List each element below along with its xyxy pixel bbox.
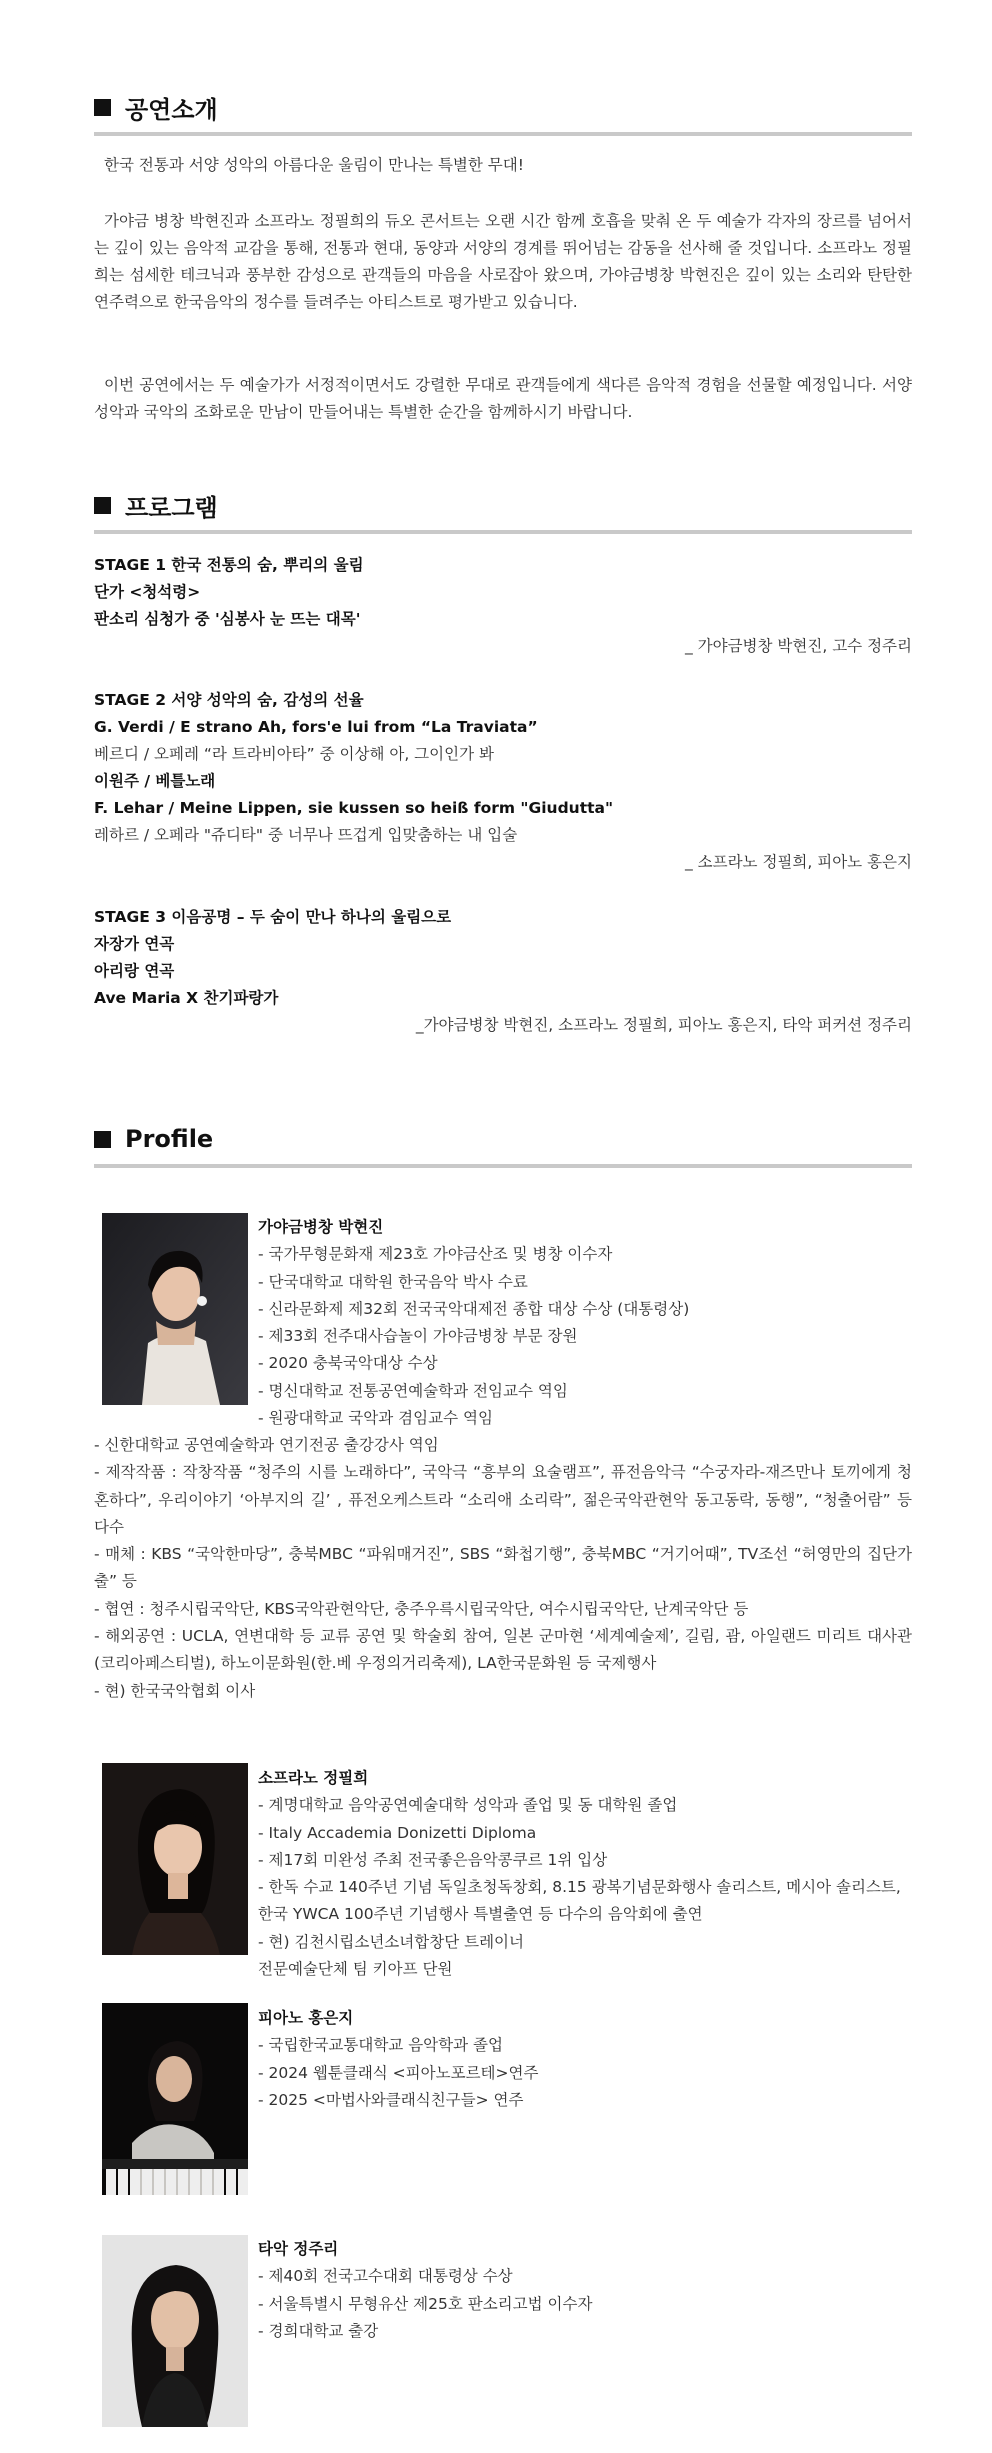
stage-3-item: 아리랑 연곡	[94, 962, 175, 980]
stage-2-line: 이원주 / 베틀노래	[94, 772, 216, 790]
profile-line: - 매체 : KBS “국악한마당”, 충북MBC “파워매거진”, SBS “화첩기행”, 충북MBC “거기어때”, TV조선 “허영만의 집단가출” 등	[94, 1545, 912, 1591]
profile-line: - 신한대학교 공연예술학과 연기전공 출강강사 역임	[94, 1436, 439, 1454]
profile-name: 가야금병창 박현진	[258, 1218, 384, 1236]
profile-line: - 현) 한국국악협회 이사	[94, 1681, 256, 1700]
stage-3-item: 자장가 연곡	[94, 935, 175, 953]
stage-2-line: G. Verdi / E strano Ah, fors'e lui from “La Traviata”	[94, 718, 538, 736]
stage-3-block	[94, 904, 912, 1039]
profile-1-side	[258, 1214, 912, 1432]
profile-line: - 한독 수교 140주년 기념 독일초청독창회, 8.15 광복기념문화행사 솔리스트, 메시아 솔리스트, 한국 YWCA 100주년 기념행사 특별출연 등 다수의 음악회에 출연	[258, 1878, 901, 1924]
stage-2-block	[94, 687, 912, 876]
stage-3-item: Ave Maria X 찬기파랑가	[94, 989, 279, 1007]
divider	[94, 1164, 912, 1168]
portrait-photo-jung-pilhee	[102, 1763, 248, 1955]
intro-section-header	[94, 90, 912, 136]
profile-line: - 2024 웹툰클래식 <피아노포르테>연주	[258, 2063, 539, 2082]
profile-line: - 경희대학교 출강	[258, 2321, 379, 2340]
profile-name: 피아노 홍은지	[258, 2009, 354, 2027]
intro-paragraph-1: 한국 전통과 서양 성악의 아름다운 울림이 만나는 특별한 무대!	[104, 156, 524, 174]
profile-name: 소프라노 정필희	[258, 1769, 369, 1787]
profile-line: - 제17회 미완성 주최 전국좋은음악콩쿠르 1위 입상	[258, 1850, 608, 1869]
profile-line: - 제33회 전주대사습놀이 가야금병창 부문 장원	[258, 1327, 578, 1346]
profile-line: - 해외공연 : UCLA, 연변대학 등 교류 공연 및 학술회 참여, 일본 군마현 ‘세계예술제’, 길림, 괌, 아일랜드 미리트 대사관(코리아페스티벌), 하노이문화원(한.베 우정의거리축제), LA한국문화원 등 국제행사	[94, 1627, 912, 1673]
program-section-header	[94, 488, 912, 534]
profile-line: - 단국대학교 대학원 한국음악 박사 수료	[258, 1272, 528, 1291]
profile-line: - 명신대학교 전통공연예술학과 전임교수 역임	[258, 1381, 568, 1400]
portrait-photo-hong-eunji	[102, 2003, 248, 2195]
profile-4-side	[258, 2236, 912, 2345]
profile-section-header	[94, 1122, 912, 1168]
profile-1-full	[94, 1432, 912, 1705]
divider	[94, 530, 912, 534]
profile-line: - 현) 김천시립소년소녀합창단 트레이너	[258, 1932, 524, 1951]
profile-line: - 신라문화제 제32회 전국국악대제전 종합 대상 수상 (대통령상)	[258, 1299, 690, 1318]
profile-line: - 제작작품 : 작창작품 “청주의 시를 노래하다”, 국악극 “흥부의 요술램프”, 퓨전음악극 “수궁자라-재즈만나 토끼에게 청혼하다”, 우리이야기 ‘아부지의 길’ , 퓨전오케스트라 “소리애 소리락”, 젊은국악관현악 동고동락, 동행”, “청출어람” 등 다수	[94, 1463, 912, 1536]
intro-paragraph-3: 이번 공연에서는 두 예술가가 서정적이면서도 강렬한 무대로 관객들에게 색다른 음악적 경험을 선물할 예정입니다. 서양 성악과 국악의 조화로운 만남이 만들어내는 특별한 순간을 함께하시기 바랍니다.	[94, 376, 912, 421]
program-title: 프로그램	[125, 493, 218, 522]
profile-name: 타악 정주리	[258, 2240, 339, 2258]
profile-line: - 서울특별시 무형유산 제25호 판소리고법 이수자	[258, 2294, 593, 2313]
portrait-photo-park-hyunjin	[102, 1213, 248, 1405]
profile-line: - 국가무형문화재 제23호 가야금산조 및 병창 이수자	[258, 1245, 613, 1264]
stage-3-heading: STAGE 3 이음공명 – 두 숨이 만나 하나의 울림으로	[94, 908, 452, 926]
stage-2-line: F. Lehar / Meine Lippen, sie kussen so heiß form "Giudutta"	[94, 799, 614, 817]
stage-1-item: 단가 <청석령>	[94, 583, 201, 601]
stage-1-item: 판소리 심청가 중 '심봉사 눈 뜨는 대목'	[94, 610, 361, 628]
profile-line: - 2020 충북국악대상 수상	[258, 1354, 438, 1373]
profile-line: - 제40회 전국고수대회 대통령상 수상	[258, 2267, 513, 2286]
profile-line: - 협연 : 청주시립국악단, KBS국악관현악단, 충주우륵시립국악단, 여수시립국악단, 난계국악단 등	[94, 1599, 749, 1618]
profile-line: - Italy Accademia Donizetti Diploma	[258, 1823, 537, 1842]
square-bullet-icon	[94, 1131, 111, 1148]
profile-2-side	[258, 1765, 912, 1983]
portrait-photo-jung-juri	[102, 2235, 248, 2427]
profile-line: - 계명대학교 음악공연예술대학 성악과 졸업 및 동 대학원 졸업	[258, 1796, 678, 1815]
profile-line: - 국립한국교통대학교 음악학과 졸업	[258, 2036, 503, 2055]
intro-title: 공연소개	[125, 95, 218, 124]
stage-3-performers: _가야금병창 박현진, 소프라노 정필희, 피아노 홍은지, 타악 퍼커션 정주리	[415, 1016, 912, 1034]
profile-line: - 2025 <마법사와클래식친구들> 연주	[258, 2090, 524, 2109]
square-bullet-icon	[94, 99, 111, 116]
stage-1-block	[94, 552, 912, 660]
stage-1-performers: _ 가야금병창 박현진, 고수 정주리	[684, 637, 912, 655]
profile-line: 전문예술단체 팀 키아프 단원	[258, 1960, 453, 1979]
stage-1-heading: STAGE 1 한국 전통의 숨, 뿌리의 울림	[94, 556, 364, 574]
stage-2-performers: _ 소프라노 정필희, 피아노 홍은지	[684, 853, 912, 871]
profile-title: Profile	[125, 1125, 214, 1153]
intro-paragraph-2: 가야금 병창 박현진과 소프라노 정필희의 듀오 콘서트는 오랜 시간 함께 호흡을 맞춰 온 두 예술가 각자의 장르를 넘어서는 깊이 있는 음악적 교감을 통해, 전통과 현대, 동양과 서양의 경계를 뛰어넘는 감동을 선사해 줄 것입니다. 소프라노 정필희는 섬세한 테크닉과 풍부한 감성으로 관객들의 마음을 사로잡아 왔으며, 가야금병창 박현진은 깊이 있는 소리와 탄탄한 연주력으로 한국음악의 정수를 들려주는 아티스트로 평가받고 있습니다.	[94, 212, 912, 311]
stage-2-line: 레하르 / 오페라 "쥬디타" 중 너무나 뜨겁게 입맞춤하는 내 입술	[94, 826, 518, 844]
stage-2-line: 베르디 / 오페레 “라 트라비아타” 중 이상해 아, 그이인가 봐	[94, 745, 494, 763]
profile-3-side	[258, 2005, 912, 2114]
divider	[94, 132, 912, 136]
square-bullet-icon	[94, 497, 111, 514]
stage-2-heading: STAGE 2 서양 성악의 숨, 감성의 선율	[94, 691, 364, 709]
profile-line: - 원광대학교 국악과 겸임교수 역임	[258, 1409, 493, 1428]
